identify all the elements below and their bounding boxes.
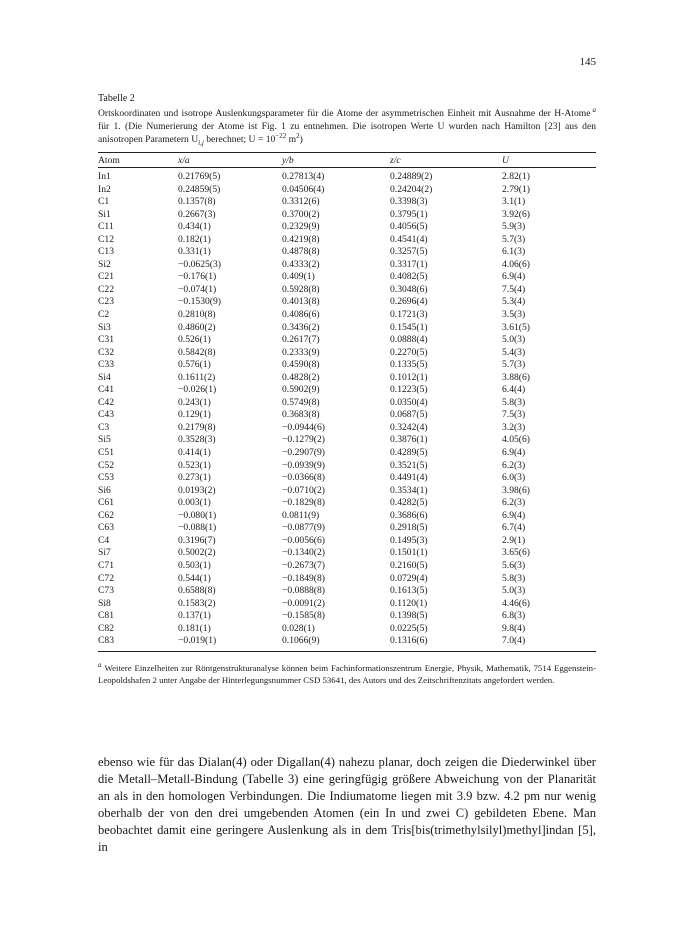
table-row — [98, 434, 596, 447]
cell-atom: C32 — [98, 346, 114, 358]
cell-z: 0.3242(4) — [390, 421, 428, 433]
cell-y: −0.1829(8) — [282, 497, 325, 509]
table-header-row — [98, 153, 596, 168]
cell-atom: C82 — [98, 622, 114, 634]
cell-x: −0.019(1) — [178, 635, 282, 651]
table-row — [98, 334, 596, 347]
cell-z: 0.1223(5) — [390, 384, 428, 396]
cell-atom: C33 — [98, 359, 114, 371]
caption-part-5: ) — [299, 133, 303, 145]
cell-u: 5.0(3) — [502, 334, 526, 346]
cell-z: 0.2160(5) — [390, 559, 428, 571]
cell-u: 7.5(3) — [502, 409, 526, 421]
table-row — [98, 510, 596, 523]
cell-y: 0.4219(8) — [282, 233, 320, 245]
table-row — [98, 234, 596, 247]
cell-y: 0.04506(4) — [282, 183, 325, 195]
cell-x: 0.2667(3) — [178, 208, 216, 220]
cell-u: 4.05(6) — [502, 434, 530, 446]
cell-atom: Si4 — [98, 371, 111, 383]
cell-z: 0.1501(1) — [390, 547, 428, 559]
cell-x: 0.129(1) — [178, 409, 211, 421]
cell-z: 0.2270(5) — [390, 346, 428, 358]
cell-u: 5.7(3) — [502, 359, 526, 371]
caption-subscript: i,j — [198, 138, 204, 147]
cell-u: 5.8(3) — [502, 572, 526, 584]
cell-atom: In1 — [98, 171, 111, 182]
cell-atom: Si3 — [98, 321, 111, 333]
cell-atom: C81 — [98, 610, 114, 622]
cell-y: 0.028(1) — [282, 622, 315, 634]
cell-z: 0.4082(5) — [390, 271, 428, 283]
cell-y: 0.4828(2) — [282, 371, 320, 383]
cell-u: 2.82(1) — [502, 171, 530, 182]
cell-y: −0.1849(8) — [282, 572, 325, 584]
cell-x: 0.1583(2) — [178, 597, 216, 609]
cell-x: −0.0625(3) — [178, 258, 221, 270]
cell-y: 0.4086(6) — [282, 309, 320, 321]
column-header-u: U — [502, 153, 596, 168]
caption-part-2: für 1. (Die Numerierung der Atome ist Fig. 1 zu entnehmen. Die isotropen Werte U wurden nach Hamilton [23] aus den anisotropen Parametern U — [98, 120, 596, 145]
table-row — [98, 460, 596, 473]
cell-z: 0.3795(1) — [390, 208, 428, 220]
cell-y: 0.5902(9) — [282, 384, 320, 396]
cell-u: 2.79(1) — [502, 183, 530, 195]
cell-u: 3.65(6) — [502, 547, 530, 559]
cell-u: 6.0(3) — [502, 472, 526, 484]
caption-footnote-mark: a — [592, 105, 596, 114]
cell-u: 5.7(3) — [502, 233, 526, 245]
cell-z: 0.3534(1) — [390, 484, 428, 496]
footnote-text: Weitere Einzelheiten zur Röntgenstrukturanalyse können beim Fachinformationszentrum Energie, Physik, Mathematik, 7514 Eggenstein-Leopoldshafen 2 unter Angabe der Hinterlegungsnummer CSD 53641, des Autors und des Zeitschriftenzitats angefordert werden. — [98, 662, 596, 685]
cell-y: 0.3700(2) — [282, 208, 320, 220]
table-row — [98, 522, 596, 535]
cell-x: 0.2810(8) — [178, 309, 216, 321]
cell-z: 0.4541(4) — [390, 233, 428, 245]
table-row — [98, 560, 596, 573]
cell-u: 7.0(4) — [502, 635, 596, 651]
table-body — [98, 168, 596, 652]
cell-x: 0.5842(8) — [178, 346, 216, 358]
caption-part-4: m — [286, 133, 297, 145]
cell-z: 0.1398(5) — [390, 610, 428, 622]
table-row — [98, 246, 596, 259]
cell-z: 0.1613(5) — [390, 585, 428, 597]
cell-u: 5.6(3) — [502, 559, 526, 571]
cell-x: 0.137(1) — [178, 610, 211, 622]
cell-x: 0.523(1) — [178, 459, 211, 471]
cell-u: 3.1(1) — [502, 196, 526, 208]
cell-x: 0.273(1) — [178, 472, 211, 484]
cell-u: 6.9(4) — [502, 447, 526, 459]
coordinates-table — [98, 152, 596, 652]
cell-x: −0.074(1) — [178, 283, 217, 295]
cell-y: 0.0811(9) — [282, 509, 320, 521]
cell-u: 6.7(4) — [502, 522, 526, 534]
cell-x: 0.5002(2) — [178, 547, 216, 559]
cell-z: 0.0687(5) — [390, 409, 428, 421]
cell-atom: C23 — [98, 296, 114, 308]
cell-y: 0.4013(8) — [282, 296, 320, 308]
cell-z: 0.1545(1) — [390, 321, 428, 333]
cell-y: 0.3312(6) — [282, 196, 320, 208]
cell-y: 0.2333(9) — [282, 346, 320, 358]
cell-z: 0.0888(4) — [390, 334, 428, 346]
column-header-z: z/c — [390, 153, 502, 168]
table-row — [98, 259, 596, 272]
cell-u: 3.2(3) — [502, 421, 526, 433]
table-row — [98, 221, 596, 234]
cell-z: 0.2696(4) — [390, 296, 428, 308]
table-row — [98, 284, 596, 297]
table-row — [98, 422, 596, 435]
cell-atom: Si1 — [98, 208, 111, 220]
cell-z: 0.0729(4) — [390, 572, 428, 584]
table-row — [98, 547, 596, 560]
cell-z: 0.3048(6) — [390, 283, 428, 295]
cell-z: 0.3876(1) — [390, 434, 428, 446]
table-footnote — [98, 660, 596, 686]
cell-atom: C62 — [98, 509, 114, 521]
caption-exponent: −22 — [275, 131, 287, 140]
cell-x: 0.434(1) — [178, 221, 211, 233]
cell-x: 0.1357(8) — [178, 196, 216, 208]
cell-y: 0.4590(8) — [282, 359, 320, 371]
cell-y: −0.2673(7) — [282, 559, 325, 571]
table-row — [98, 184, 596, 197]
cell-y: −0.1585(8) — [282, 610, 325, 622]
cell-atom: C41 — [98, 384, 114, 396]
table-row — [98, 610, 596, 623]
cell-z: 0.1316(6) — [390, 635, 502, 651]
table-row — [98, 322, 596, 335]
cell-y: 0.2329(9) — [282, 221, 320, 233]
cell-y: −0.1279(2) — [282, 434, 325, 446]
cell-z: 0.1721(3) — [390, 309, 428, 321]
cell-x: 0.3528(3) — [178, 434, 216, 446]
coordinates-table-wrapper — [98, 152, 596, 652]
cell-z: 0.24889(2) — [390, 171, 433, 182]
cell-y: −0.0944(6) — [282, 421, 325, 433]
table-row — [98, 347, 596, 360]
table-row — [98, 585, 596, 598]
cell-atom: C61 — [98, 497, 114, 509]
cell-z: 0.1012(1) — [390, 371, 428, 383]
cell-y: 0.1066(9) — [282, 635, 390, 651]
cell-u: 3.61(5) — [502, 321, 530, 333]
caption-unit-exponent: 2 — [296, 131, 300, 140]
cell-x: 0.1611(2) — [178, 371, 216, 383]
cell-u: 5.4(3) — [502, 346, 526, 358]
cell-atom: C1 — [98, 196, 110, 208]
cell-u: 3.98(6) — [502, 484, 530, 496]
cell-y: −0.0877(9) — [282, 522, 325, 534]
table-row — [98, 573, 596, 586]
cell-u: 6.8(3) — [502, 610, 526, 622]
cell-y: −0.0056(6) — [282, 534, 325, 546]
table-row — [98, 397, 596, 410]
cell-atom: C53 — [98, 472, 114, 484]
cell-u: 2.9(1) — [502, 534, 526, 546]
column-header-atom: Atom — [98, 153, 178, 168]
cell-atom: C43 — [98, 409, 114, 421]
cell-x: 0.503(1) — [178, 559, 211, 571]
cell-atom: C72 — [98, 572, 114, 584]
table-label: Tabelle 2 — [98, 93, 135, 104]
caption-part-1: Ortskoordinaten und isotrope Auslenkungsparameter für die Atome der asymmetrischen Einheit mit Ausnahme der H-Atome — [98, 108, 591, 119]
cell-z: 0.2918(5) — [390, 522, 428, 534]
cell-x: 0.576(1) — [178, 359, 211, 371]
cell-u: 5.9(3) — [502, 221, 526, 233]
cell-x: 0.243(1) — [178, 396, 211, 408]
cell-y: −0.0710(2) — [282, 484, 325, 496]
table-row — [98, 535, 596, 548]
footnote-mark: a — [98, 661, 102, 669]
table-row — [98, 196, 596, 209]
cell-atom: C3 — [98, 421, 110, 433]
cell-u: 6.4(4) — [502, 384, 526, 396]
cell-z: 0.1120(1) — [390, 597, 428, 609]
cell-x: 0.544(1) — [178, 572, 211, 584]
cell-y: −0.1340(2) — [282, 547, 325, 559]
cell-y: 0.27813(4) — [282, 171, 325, 182]
cell-x: 0.182(1) — [178, 233, 211, 245]
cell-u: 3.5(3) — [502, 309, 526, 321]
cell-u: 6.2(3) — [502, 497, 526, 509]
cell-atom: In2 — [98, 183, 111, 195]
cell-u: 5.3(4) — [502, 296, 526, 308]
cell-atom: Si6 — [98, 484, 111, 496]
cell-atom: C4 — [98, 534, 110, 546]
cell-atom: C51 — [98, 447, 114, 459]
cell-u: 6.9(4) — [502, 509, 526, 521]
cell-x: 0.24859(5) — [178, 183, 221, 195]
table-row — [98, 384, 596, 397]
cell-u: 7.5(4) — [502, 283, 526, 295]
body-paragraph: ebenso wie für das Dialan(4) oder Digallan(4) nahezu planar, doch zeigen die Diederwinkel über die Metall–Metall-Bindung (Tabelle 3) eine geringfügig größere Abweichung von der Planarität an als in den homologen Verbindungen. Die Indiumatome liegen mit 3.9 bzw. 4.2 pm nur wenig oberhalb der von den drei umgebenden Atomen (ein In und zwei C) gebildeten Ebene. Man beobachtet damit eine geringere Auslenkung als in dem Tris[bis(trimethylsilyl)methyl]indan [5], in — [98, 755, 596, 854]
cell-y: 0.5749(8) — [282, 396, 320, 408]
cell-z: 0.4056(5) — [390, 221, 428, 233]
cell-x: −0.088(1) — [178, 522, 217, 534]
cell-x: 0.414(1) — [178, 447, 211, 459]
cell-x: 0.0193(2) — [178, 484, 216, 496]
cell-x: 0.21769(5) — [178, 171, 221, 182]
cell-x: −0.026(1) — [178, 384, 217, 396]
cell-atom: C52 — [98, 459, 114, 471]
page-number: 145 — [579, 56, 596, 68]
cell-z: 0.3398(3) — [390, 196, 428, 208]
cell-atom: C12 — [98, 233, 114, 245]
cell-u: 4.06(6) — [502, 258, 530, 270]
table-row — [98, 635, 596, 651]
cell-u: 6.9(4) — [502, 271, 526, 283]
cell-z: 0.1495(3) — [390, 534, 428, 546]
cell-x: −0.080(1) — [178, 509, 217, 521]
cell-atom: C83 — [98, 635, 178, 651]
cell-y: 0.3436(2) — [282, 321, 320, 333]
cell-z: 0.4491(4) — [390, 472, 428, 484]
cell-atom: C2 — [98, 309, 110, 321]
table-row — [98, 359, 596, 372]
cell-y: 0.4333(2) — [282, 258, 320, 270]
cell-x: −0.176(1) — [178, 271, 217, 283]
cell-atom: C13 — [98, 246, 114, 258]
table-row — [98, 271, 596, 284]
cell-z: 0.0350(4) — [390, 396, 428, 408]
cell-x: 0.2179(8) — [178, 421, 216, 433]
cell-y: 0.5928(8) — [282, 283, 320, 295]
cell-x: 0.526(1) — [178, 334, 211, 346]
table-caption — [98, 105, 596, 149]
cell-y: −0.0888(8) — [282, 585, 325, 597]
table-row — [98, 623, 596, 636]
cell-u: 6.2(3) — [502, 459, 526, 471]
table-row — [98, 447, 596, 460]
cell-atom: C31 — [98, 334, 114, 346]
cell-atom: C73 — [98, 585, 114, 597]
column-header-y: y/b — [282, 153, 390, 168]
cell-y: 0.4878(8) — [282, 246, 320, 258]
cell-u: 3.88(6) — [502, 371, 530, 383]
cell-z: 0.1335(5) — [390, 359, 428, 371]
table-row — [98, 309, 596, 322]
cell-y: −0.0939(9) — [282, 459, 325, 471]
table-row — [98, 209, 596, 222]
cell-y: −0.0366(8) — [282, 472, 325, 484]
cell-z: 0.24204(2) — [390, 183, 433, 195]
table-row — [98, 409, 596, 422]
table-row — [98, 497, 596, 510]
cell-atom: C71 — [98, 559, 114, 571]
cell-x: 0.4860(2) — [178, 321, 216, 333]
table-row — [98, 372, 596, 385]
cell-atom: Si2 — [98, 258, 111, 270]
cell-z: 0.3521(5) — [390, 459, 428, 471]
cell-atom: Si5 — [98, 434, 111, 446]
cell-u: 6.1(3) — [502, 246, 526, 258]
cell-x: −0.1530(9) — [178, 296, 221, 308]
cell-z: 0.3317(1) — [390, 258, 428, 270]
cell-atom: C42 — [98, 396, 114, 408]
table-row — [98, 485, 596, 498]
cell-x: 0.003(1) — [178, 497, 211, 509]
column-header-x: x/a — [178, 153, 282, 168]
cell-z: 0.0225(5) — [390, 622, 428, 634]
cell-y: 0.2617(7) — [282, 334, 320, 346]
cell-z: 0.3257(5) — [390, 246, 428, 258]
cell-y: 0.409(1) — [282, 271, 315, 283]
cell-x: 0.181(1) — [178, 622, 211, 634]
table-row — [98, 296, 596, 309]
cell-atom: Si7 — [98, 547, 111, 559]
cell-y: 0.3683(8) — [282, 409, 320, 421]
table-row — [98, 598, 596, 611]
cell-u: 5.8(3) — [502, 396, 526, 408]
cell-atom: C21 — [98, 271, 114, 283]
cell-z: 0.3686(6) — [390, 509, 428, 521]
table-row — [98, 168, 596, 184]
cell-atom: C11 — [98, 221, 114, 233]
cell-z: 0.4289(5) — [390, 447, 428, 459]
cell-atom: Si8 — [98, 597, 111, 609]
cell-x: 0.6588(8) — [178, 585, 216, 597]
cell-u: 4.46(6) — [502, 597, 530, 609]
caption-part-3: berechnet; U = 10 — [203, 133, 276, 145]
table-row — [98, 472, 596, 485]
cell-y: −0.2907(9) — [282, 447, 325, 459]
cell-atom: C22 — [98, 283, 114, 295]
cell-u: 3.92(6) — [502, 208, 530, 220]
cell-u: 9.8(4) — [502, 622, 526, 634]
cell-y: −0.0091(2) — [282, 597, 325, 609]
cell-z: 0.4282(5) — [390, 497, 428, 509]
cell-x: 0.3196(7) — [178, 534, 216, 546]
cell-atom: C63 — [98, 522, 114, 534]
cell-x: 0.331(1) — [178, 246, 211, 258]
cell-u: 5.0(3) — [502, 585, 526, 597]
